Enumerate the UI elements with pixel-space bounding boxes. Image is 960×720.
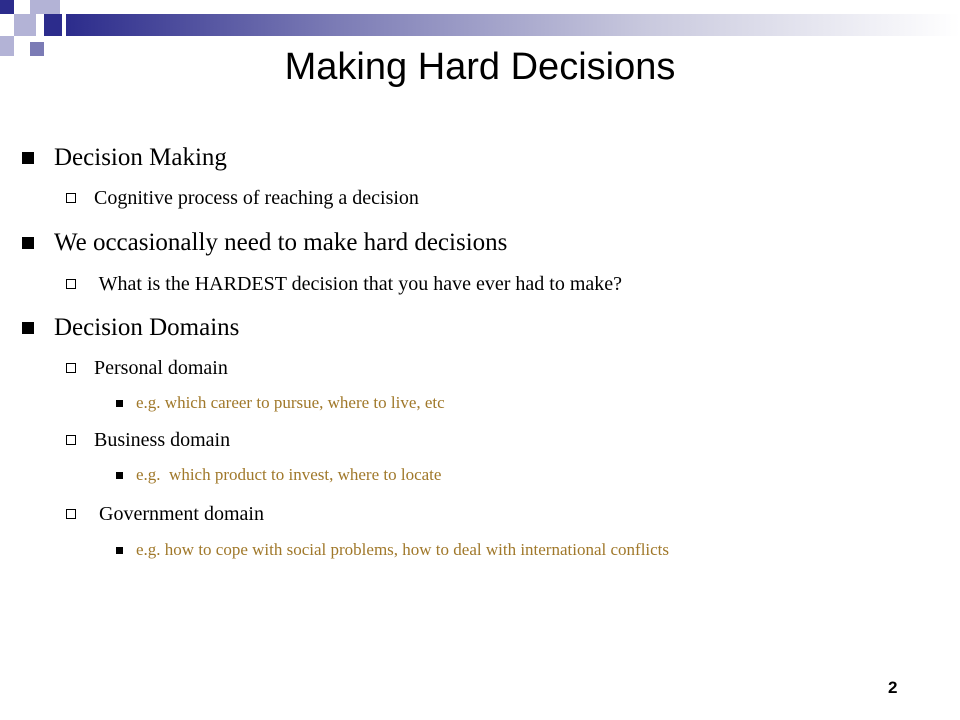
bullet-text: Decision Making xyxy=(54,144,227,171)
example-text: e.g. how to cope with social problems, how to deal with international conflicts xyxy=(136,540,670,559)
square-bullet-icon xyxy=(22,152,34,164)
example-text: e.g. which career to pursue, where to live, etc xyxy=(136,393,445,412)
bullet-text: We occasionally need to make hard decisions xyxy=(54,229,508,256)
example-text: e.g. which product to invest, where to locate xyxy=(136,465,442,484)
hollow-square-bullet-icon xyxy=(66,435,76,445)
bullet-text: Decision Domains xyxy=(54,314,240,341)
page-number: 2 xyxy=(888,678,898,697)
square-bullet-icon xyxy=(116,547,123,554)
title-gradient-bar xyxy=(66,14,960,36)
sub-bullet-text: Government domain xyxy=(94,503,264,525)
hollow-square-bullet-icon xyxy=(66,279,76,289)
square-bullet-icon xyxy=(116,400,123,407)
square-bullet-icon xyxy=(22,237,34,249)
sub-bullet-text: Personal domain xyxy=(94,357,228,379)
hollow-square-bullet-icon xyxy=(66,363,76,373)
hollow-square-bullet-icon xyxy=(66,193,76,203)
slide-title: Making Hard Decisions xyxy=(284,46,676,88)
sub-bullet-text: Business domain xyxy=(94,429,231,451)
square-bullet-icon xyxy=(116,472,123,479)
sub-bullet-text: Cognitive process of reaching a decision xyxy=(94,187,419,209)
sub-bullet-text: What is the HARDEST decision that you have ever had to make? xyxy=(94,273,623,295)
hollow-square-bullet-icon xyxy=(66,509,76,519)
square-bullet-icon xyxy=(22,322,34,334)
